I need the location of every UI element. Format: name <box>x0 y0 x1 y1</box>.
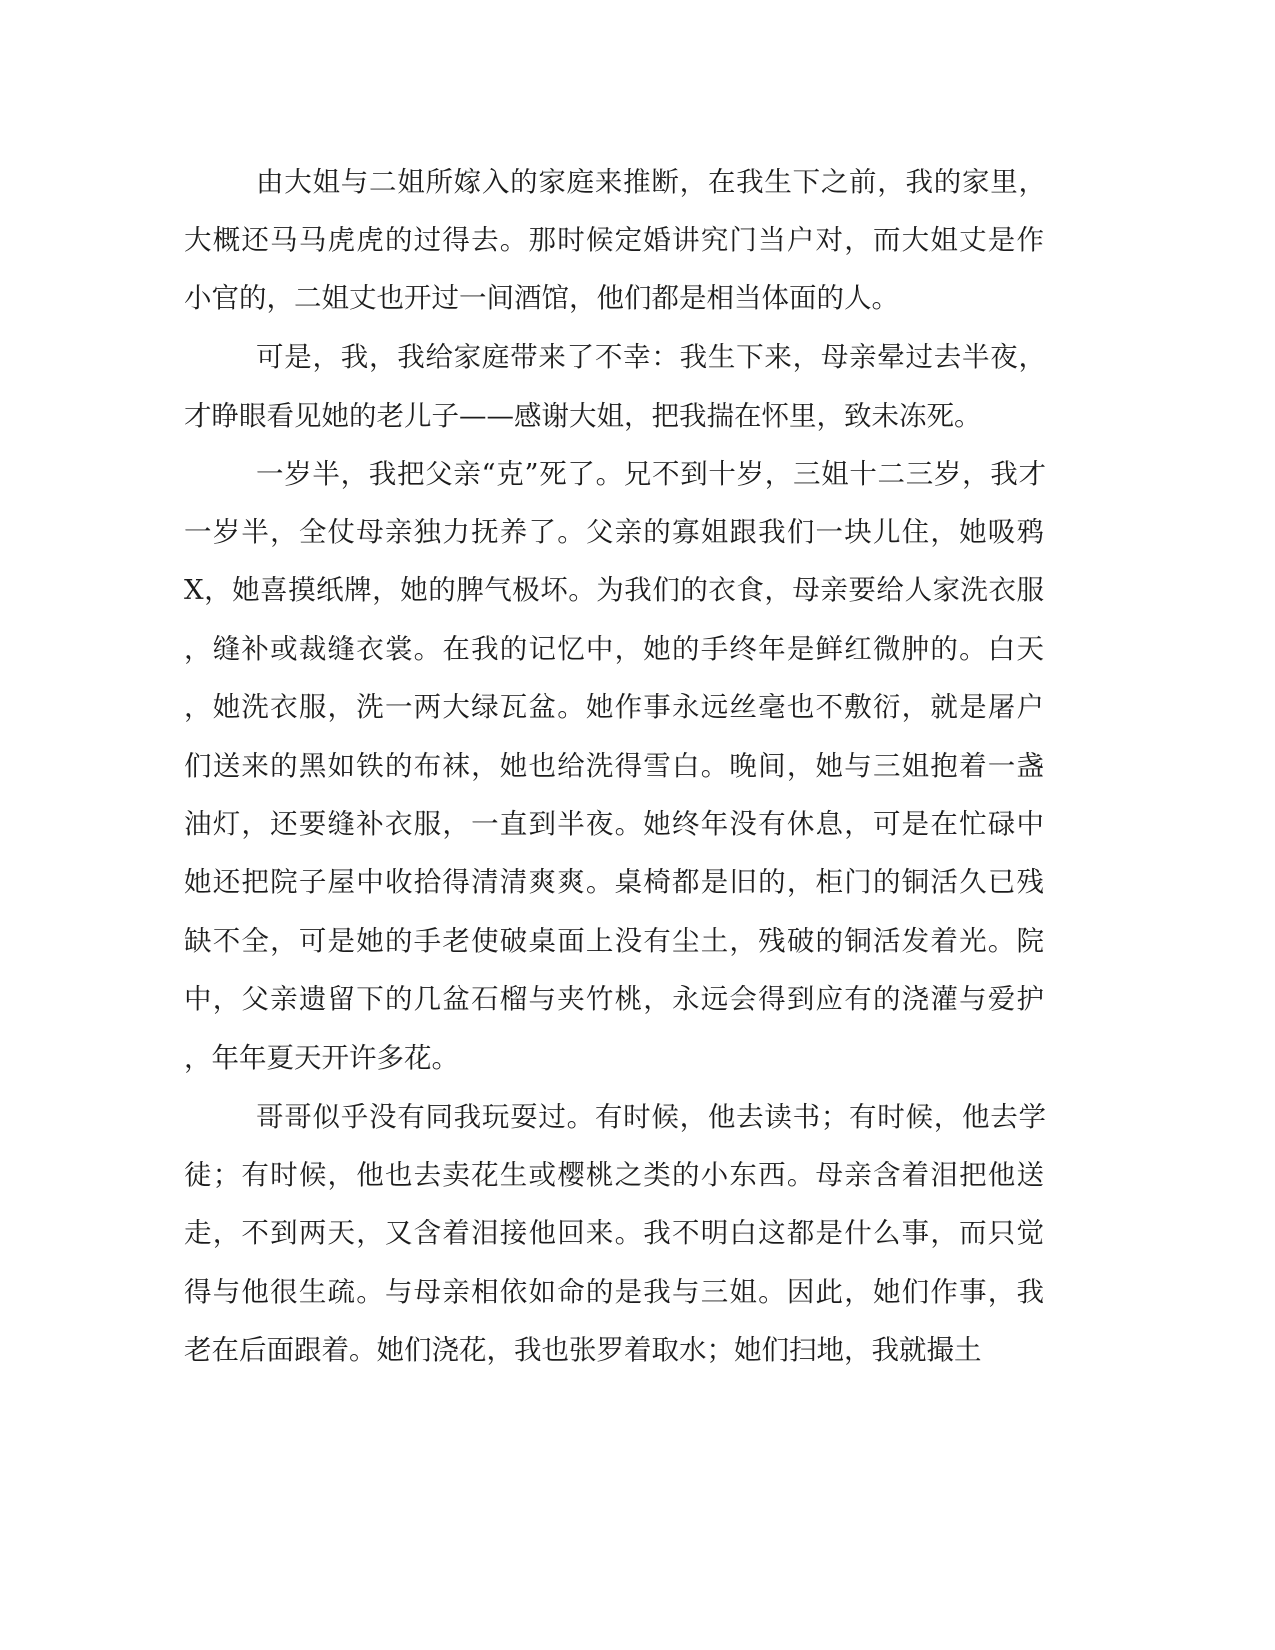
paragraph-1-line-2: 大概还马马虎虎的过得去。那时候定婚讲究门当户对，而大姐丈是作 <box>184 224 1044 256</box>
paragraph-2-line-1: 可是，我，我给家庭带来了不幸：我生下来，母亲晕过去半夜， <box>256 341 1046 373</box>
paragraph-1-line-1: 由大姐与二姐所嫁入的家庭来推断，在我生下之前，我的家里， <box>256 166 1046 198</box>
paragraph-3-line-8: 她还把院子屋中收拾得清清爽爽。桌椅都是旧的，柜门的铜活久已残 <box>184 866 1044 898</box>
paragraph-3-line-10: 中，父亲遗留下的几盆石榴与夹竹桃，永远会得到应有的浇灌与爱护 <box>184 983 1044 1015</box>
paragraph-4-line-2: 徒；有时候，他也去卖花生或樱桃之类的小东西。母亲含着泪把他送 <box>184 1159 1044 1191</box>
paragraph-3-line-5: ，她洗衣服，洗一两大绿瓦盆。她作事永远丝毫也不敷衍，就是屠户 <box>184 691 1044 723</box>
paragraph-3-line-6: 们送来的黑如铁的布袜，她也给洗得雪白。晚间，她与三姐抱着一盏 <box>184 750 1044 782</box>
paragraph-3-line-9: 缺不全，可是她的手老使破桌面上没有尘土，残破的铜活发着光。院 <box>184 925 1044 957</box>
paragraph-4-line-4: 得与他很生疏。与母亲相依如命的是我与三姐。因此，她们作事，我 <box>184 1276 1044 1308</box>
paragraph-3-line-11: ，年年夏天开许多花。 <box>184 1042 459 1074</box>
paragraph-3-line-2: 一岁半，全仗母亲独力抚养了。父亲的寡姐跟我们一块儿住，她吸鸦 <box>184 516 1044 548</box>
paragraph-3-line-1: 一岁半，我把父亲“克”死了。兄不到十岁，三姐十二三岁，我才 <box>256 458 1046 490</box>
paragraph-3-line-4: ，缝补或裁缝衣裳。在我的记忆中，她的手终年是鲜红微肿的。白天 <box>184 633 1044 665</box>
paragraph-1-line-3: 小官的，二姐丈也开过一间酒馆，他们都是相当体面的人。 <box>184 282 899 314</box>
paragraph-3-line-7: 油灯，还要缝补衣服，一直到半夜。她终年没有休息，可是在忙碌中 <box>184 808 1044 840</box>
paragraph-2-line-2: 才睁眼看见她的老儿子——感谢大姐，把我揣在怀里，致未冻死。 <box>184 400 982 432</box>
paragraph-4-line-3: 走，不到两天，又含着泪接他回来。我不明白这都是什么事，而只觉 <box>184 1217 1044 1249</box>
paragraph-4-line-5: 老在后面跟着。她们浇花，我也张罗着取水；她们扫地，我就撮土 <box>184 1334 982 1366</box>
paragraph-4-line-1: 哥哥似乎没有同我玩耍过。有时候，他去读书；有时候，他去学 <box>256 1101 1046 1133</box>
paragraph-3-line-3: X，她喜摸纸牌，她的脾气极坏。为我们的衣食，母亲要给人家洗衣服 <box>184 574 1044 606</box>
